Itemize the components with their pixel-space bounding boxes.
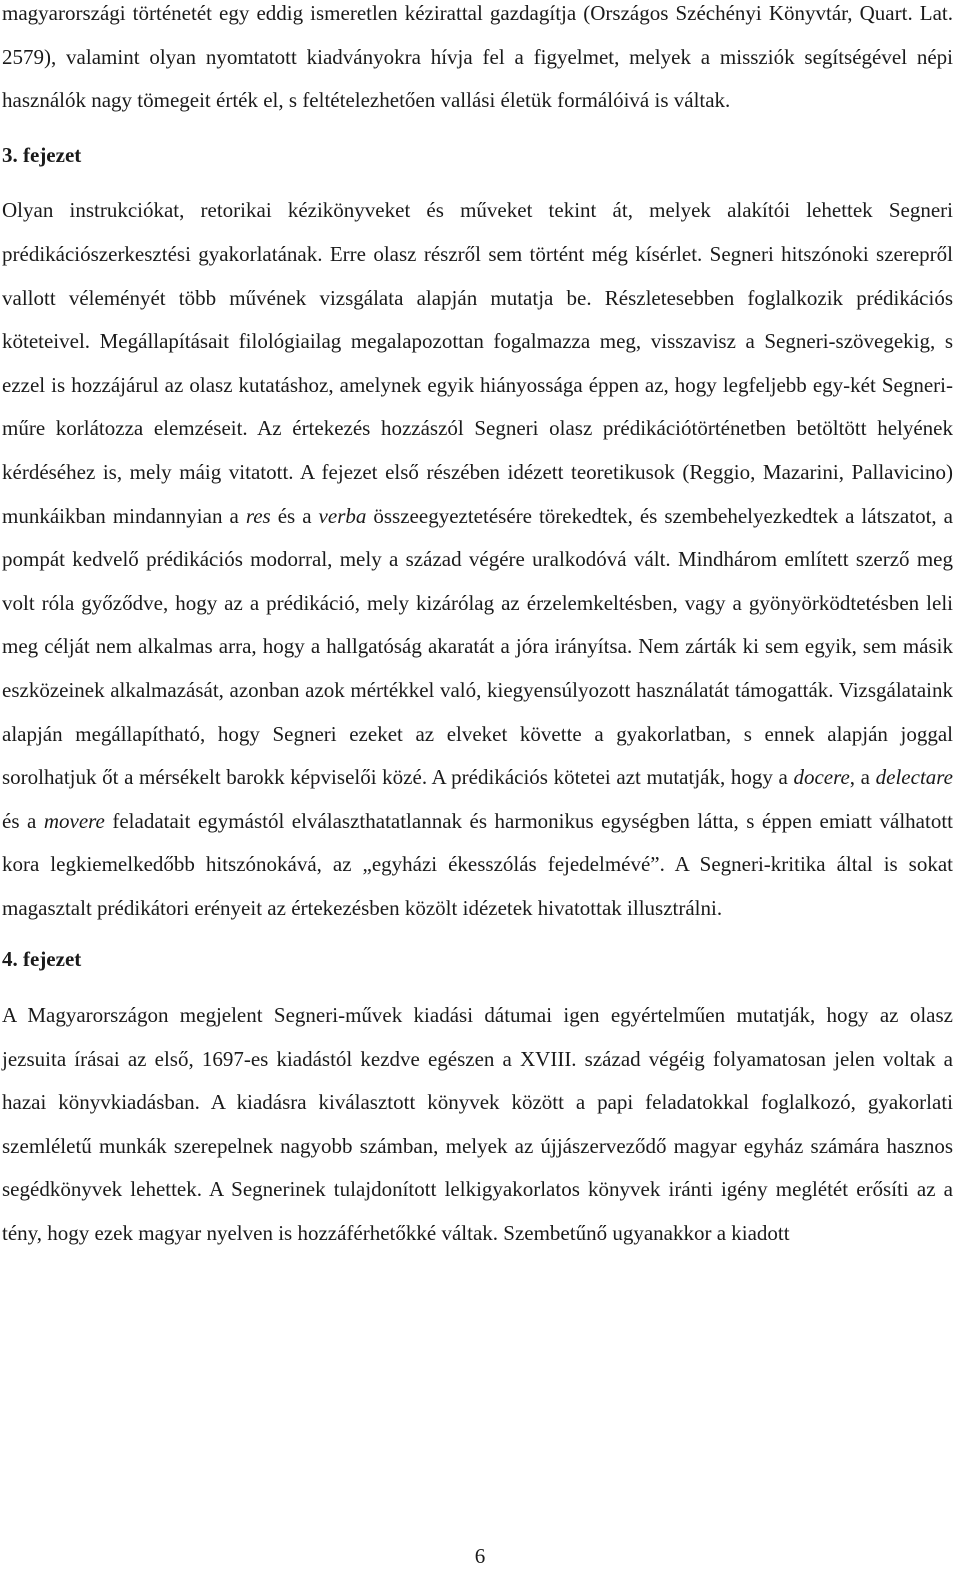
text-run: , a — [849, 765, 876, 790]
italic-term-verba: verba — [318, 503, 367, 528]
text-run: és a — [270, 503, 319, 528]
chapter-4-heading: 4. fejezet — [2, 947, 82, 972]
italic-term-movere: movere — [43, 808, 105, 833]
page-number: 6 — [474, 1544, 486, 1568]
document-page — [2, 0, 953, 1256]
italic-term-delectare: delectare — [875, 765, 953, 790]
text-run: Olyan instrukciókat, retorikai kézikönyveket és műveket tekint át, melyek alakítói lehettek Segneri prédikációszerkesztési gyakorlatának. Erre olasz részről sem történt még kísérlet. Segneri hitszónoki szerepről vallott véleményét több művének vizsgálata alapján mutatja be. Részletesebben foglalkozik prédikációs köteteivel. Megállapításait filológiailag megalapozottan fogalmazza meg, visszavisz a Segneri-szövegekig, s ezzel is hozzájárul az olasz kutatáshoz, amelynek egyik hiányossága éppen az, hogy legfeljebb egy-két Segneri-műre korlátozza elemzéseit. Az értekezés hozzászól Segneri olasz prédikációtörténetben betöltött helyének kérdéséhez is, mely máig vitatott. A fejezet első részében idézett teoretikusok (Reggio, Mazarini, Pallavicino) munkáikban mindannyian a — [2, 198, 953, 528]
chapter-3-paragraph — [2, 189, 953, 930]
intro-paragraph: magyarországi történetét egy eddig ismeretlen kézirattal gazdagítja (Országos Széchényi Könyvtár, Quart. Lat. 2579), valamint olyan nyomtatott kiadványokra hívja fel a figyelmet, melyek a missziók segítségével népi használók nagy tömegeit érték el, s feltételezhetően vallási életük formálóivá is váltak. — [2, 1, 953, 113]
text-run: összeegyeztetésére törekedtek, és szembehelyezkedtek a látszatot, a pompát kedvelő prédikációs modorral, mely a század végére uralkodóvá vált. Mindhárom említett szerző meg volt róla győződve, hogy az a prédikáció, mely kizárólag az érzelemkeltésben, vagy a gyönyörködtetésben leli meg célját nem alkalmas arra, hogy a hallgatóság akaratát a jóra irányítsa. Nem zárták ki sem egyik, sem másik eszközeinek alkalmazását, azonban azok mértékkel való, kiegyensúlyozott használatát támogatták. Vizsgálataink alapján megállapítható, hogy Segneri ezeket az elveket követte a gyakorlatban, s ennek alapján joggal sorolhatjuk őt a mérsékelt barokk képviselői közé. A prédikációs kötetei azt mutatják, hogy a — [2, 503, 953, 790]
chapter-3-heading: 3. fejezet — [2, 142, 82, 167]
text-run: és a — [2, 808, 44, 833]
chapter-4-paragraph: A Magyarországon megjelent Segneri-művek kiadási dátumai igen egyértelműen mutatják, hogy az olasz jezsuita írásai az első, 1697-es kiadástól kezdve egészen a XVIII. század végéig folyamatosan jelen voltak a hazai könyvkiadásban. A kiadásra kiválasztott könyvek között a papi feladatokkal foglalkozó, gyakorlati szemléletű munkák szerepelnek nagyobb számban, melyek az újjászerveződő magyar egyház számára hasznos segédkönyvek lehettek. A Segnerinek tulajdonított lelkigyakorlatos könyvek iránti igény meglétét erősíti az a tény, hogy ezek magyar nyelven is hozzáférhetőkké váltak. Szembetűnő ugyanakkor a kiadott — [2, 1003, 953, 1246]
italic-term-docere: docere — [793, 765, 850, 790]
text-run: feladatait egymástól elválaszthatatlannak és harmonikus egységben látta, s éppen emiatt válhatott kora legkiemelkedőbb hitszónokává, az „egyházi ékesszólás fejedelmévé”. A Segneri-kritika által is sokat magasztalt prédikátori erényeit az értekezésben közölt idézetek hivatottak illusztrálni. — [2, 808, 953, 920]
italic-term-res: res — [245, 503, 271, 528]
